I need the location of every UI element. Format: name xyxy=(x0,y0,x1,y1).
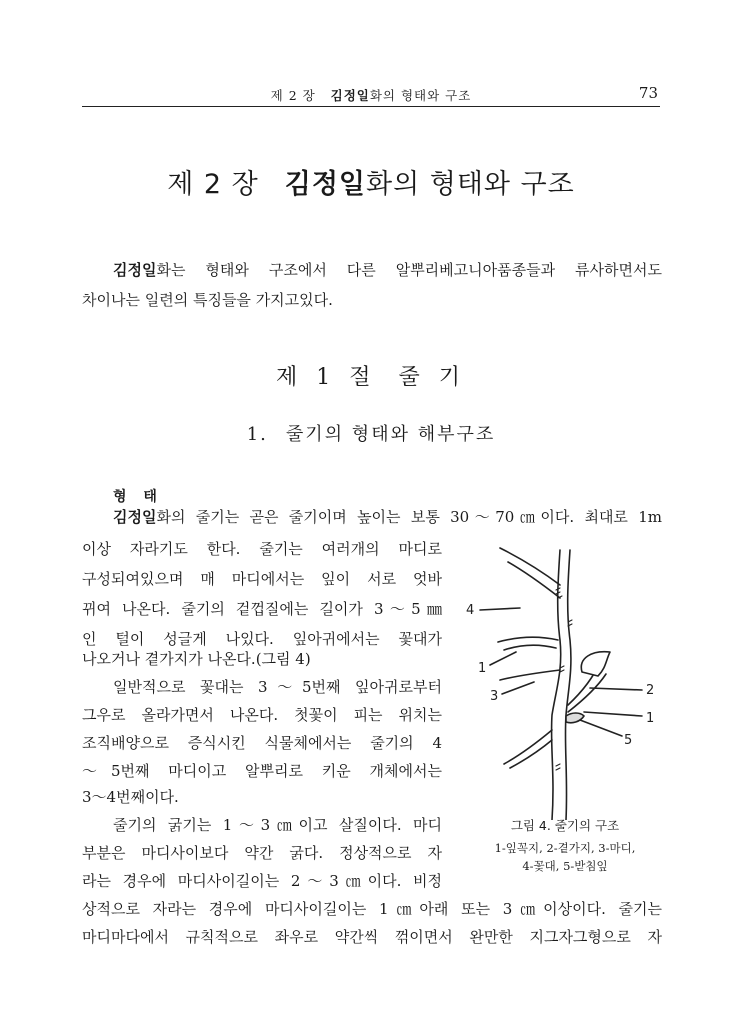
leader-2 xyxy=(590,688,642,690)
petiole-left xyxy=(498,637,558,650)
label-1-left: 1 xyxy=(478,661,487,676)
intro-line-2: 차이나는 일련의 특징들을 가지고있다. xyxy=(82,291,333,309)
header-name-bold: 김정일 xyxy=(330,88,370,103)
upper-left-branch xyxy=(500,548,560,598)
body-p2-line-2: 그우로 올라가면서 나온다. 첫꽃이 피는 위치는 xyxy=(82,706,442,724)
node-mark-4 xyxy=(556,764,560,770)
leader-3 xyxy=(502,682,534,694)
figure-caption: 그림 4. 줄기의 구조 xyxy=(510,818,620,833)
body-p3-line-4: 상적으로 자라는 경우에 마디사이길이는 1㎝아래 또는 3㎝이상이다. 줄기는 xyxy=(82,900,662,918)
subsection-title xyxy=(82,420,660,446)
body-p1-line-1 xyxy=(113,502,662,532)
body-p2-line-3: 조직배양으로 증식시킨 식물체에서는 줄기의 4 xyxy=(82,734,442,752)
body-p1-line-2: 이상 자라기도 한다. 줄기는 여러개의 마디로 xyxy=(82,540,442,558)
body-p1-line-3: 구성되여있으며 매 마디에서는 잎이 서로 엇바 xyxy=(82,570,442,588)
header-chapter-no: 제 2 장 xyxy=(270,88,316,103)
section-title xyxy=(82,360,660,391)
chapter-title-name: 김정일 xyxy=(284,169,366,200)
body-p1-line-4: 뀌여 나온다. 줄기의 겉껍질에는 길이가 3～5㎜ xyxy=(82,600,442,618)
label-2: 2 xyxy=(646,683,655,698)
chapter-title xyxy=(82,162,660,201)
body-p1-line-1-text: 화의 줄기는 곧은 줄기이며 높이는 보통 30～70㎝이다. 최대로 1m xyxy=(156,508,662,526)
leader-1a xyxy=(490,652,516,665)
body-p1-line-5: 인 털이 성글게 나있다. 잎아귀에서는 꽃대가 xyxy=(82,630,442,648)
side-branch-left xyxy=(500,670,560,680)
main-stem-right xyxy=(565,550,571,820)
body-p2-line-4: ～5번째 마디이고 알뿌리로 키운 개체에서는 xyxy=(82,762,442,780)
figure-legend-line-1: 1-잎꼭지, 2-곁가지, 3-마디, xyxy=(494,841,636,855)
figure-legend-line-2: 4-꽃대, 5-받침잎 xyxy=(522,859,608,873)
subsection-number: 1. xyxy=(246,424,268,445)
body-p3-line-5: 마디마다에서 규칙적으로 좌우로 약간씩 꺾이면서 완만한 지그자그형으로 자 xyxy=(82,928,662,946)
running-header-title xyxy=(82,86,660,104)
intro-line-1-text: 화는 형태와 구조에서 다른 알뿌리베고니아품종들과 류사하면서도 xyxy=(156,261,662,279)
label-3: 3 xyxy=(490,689,499,704)
stem-structure-figure xyxy=(460,540,670,820)
subsection-name: 줄기의 형태와 해부구조 xyxy=(285,424,496,445)
chapter-title-prefix: 제 2 장 xyxy=(167,169,259,200)
body-p2-line-5: 3～4번째이다. xyxy=(82,788,179,806)
page-number: 73 xyxy=(638,84,658,102)
section-name: 줄 기 xyxy=(398,365,466,390)
intro-name-bold: 김정일 xyxy=(113,261,157,279)
leaf-blade xyxy=(581,652,610,676)
body-p1-line-6: 나오거나 곁가지가 나온다.(그림 4) xyxy=(82,650,311,668)
intro-line-1 xyxy=(113,255,662,285)
leader-4 xyxy=(480,608,520,610)
body-p3-line-3: 라는 경우에 마디사이길이는 2～3㎝이다. 비정 xyxy=(82,872,442,890)
body-name-bold: 김정일 xyxy=(113,508,157,526)
section-number: 제 1 절 xyxy=(276,365,377,390)
label-1-right: 1 xyxy=(646,711,655,726)
petiole-left-lower xyxy=(504,730,552,768)
body-p3-line-1: 줄기의 굵기는 1～3㎝이고 살질이다. 마디 xyxy=(113,816,442,834)
small-heading: 형 태 xyxy=(113,489,163,505)
leader-1b xyxy=(584,712,642,716)
label-5: 5 xyxy=(624,733,633,748)
chapter-title-rest: 화의 형태와 구조 xyxy=(366,169,575,200)
leader-5 xyxy=(580,720,622,736)
body-p3-line-2: 부분은 마디사이보다 약간 굵다. 정상적으로 자 xyxy=(82,844,442,862)
body-p2-line-1: 일반적으로 꽃대는 3～5번째 잎아귀로부터 xyxy=(113,678,442,696)
label-4: 4 xyxy=(466,603,475,618)
running-header xyxy=(82,84,660,107)
header-name-rest: 화의 형태와 구조 xyxy=(369,88,472,103)
